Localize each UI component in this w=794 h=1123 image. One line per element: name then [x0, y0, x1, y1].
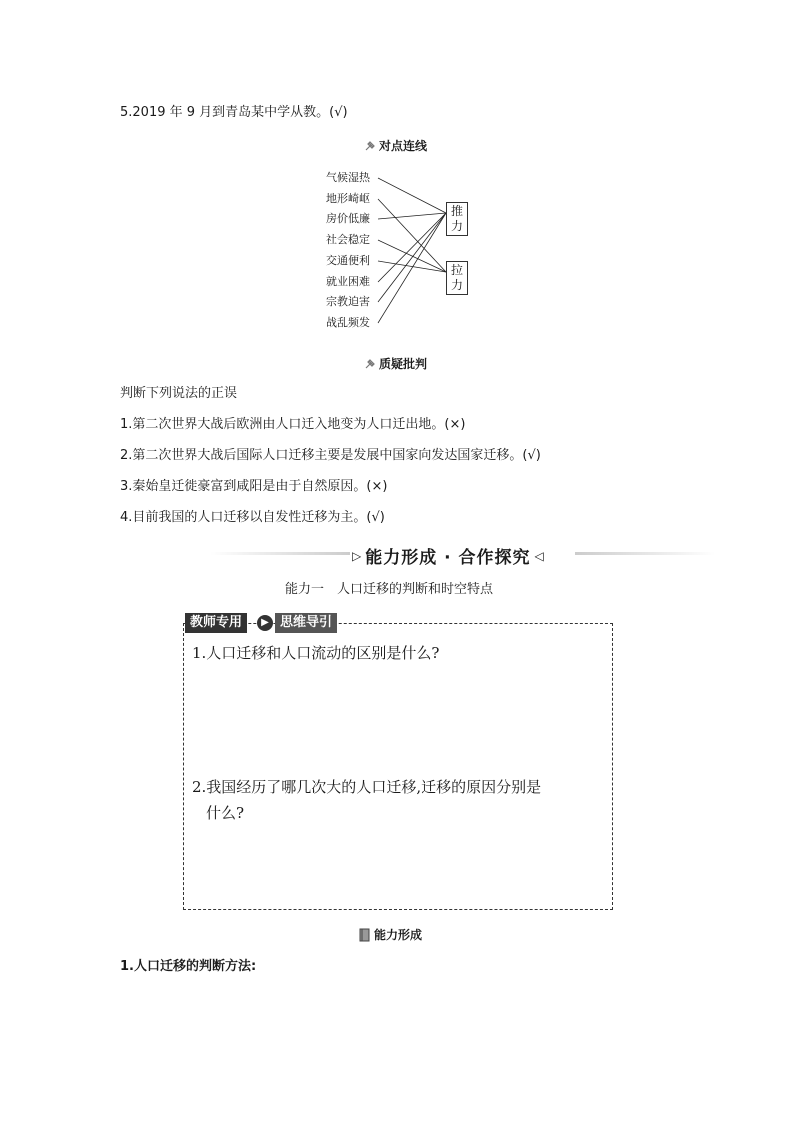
factor-item: 宗教迫害: [326, 295, 370, 308]
ability-title: 能力一 人口迁移的判断和时空特点: [285, 582, 494, 597]
section-title: 对点连线: [379, 139, 428, 153]
method-heading: 1.人口迁移的判断方法:: [120, 959, 257, 974]
factor-item: 交通便利: [326, 254, 370, 267]
arrow-left-icon: ◁: [534, 548, 544, 563]
factor-item: 气候湿热: [326, 171, 370, 184]
judge-item: 2.第二次世界大战后国际人口迁移主要是发展中国家向发达国家迁移。(√): [120, 448, 541, 463]
banner-rule-left: [210, 552, 350, 555]
pin-icon: [364, 358, 376, 370]
line-factor-3: [378, 213, 446, 219]
line-factor-2: [378, 199, 446, 272]
box-char: 拉: [450, 263, 463, 277]
thinking-guide-tag: 思维导引: [275, 613, 337, 633]
factor-item: 战乱频发: [326, 316, 370, 329]
section-heading-ability: [359, 926, 422, 943]
judge-item: 4.目前我国的人口迁移以自发性迁移为主。(√): [120, 510, 385, 525]
pull-force-box: [446, 261, 468, 295]
line-factor-8: [378, 213, 446, 323]
box-char: 力: [450, 219, 463, 233]
line-factor-5: [378, 261, 446, 272]
question-2-line-1: 2.我国经历了哪几次大的人口迁移,迁移的原因分别是: [192, 778, 542, 796]
banner: [352, 543, 544, 568]
judge-item: 1.第二次世界大战后欧洲由人口迁入地变为人口迁出地。(×): [120, 417, 466, 432]
section-heading-matching: [364, 137, 427, 154]
factor-item: 地形崎岖: [326, 192, 370, 205]
line-factor-6: [378, 213, 446, 282]
box-char: 力: [450, 278, 463, 292]
judge-intro: 判断下列说法的正误: [120, 386, 238, 401]
judge-item: 3.秦始皇迁徙豪富到咸阳是由于自然原因。(×): [120, 479, 388, 494]
pin-icon: [364, 140, 376, 152]
line-factor-1: [378, 178, 446, 213]
line-factor-4: [378, 240, 446, 272]
book-icon: [359, 928, 371, 942]
factor-item: 房价低廉: [326, 212, 370, 225]
teacher-only-tag: 教师专用: [185, 613, 247, 633]
box-char: 推: [450, 204, 463, 218]
arrow-right-icon: ▷: [352, 548, 362, 563]
factor-item: 就业困难: [326, 275, 370, 288]
section-title: 能力形成: [374, 928, 423, 942]
section-title: 质疑批判: [379, 357, 428, 371]
section-heading-questioning: [364, 355, 427, 372]
question-2-line-2: 什么?: [206, 804, 245, 822]
banner-title: 能力形成 · 合作探究: [365, 548, 531, 568]
play-icon: ▶: [257, 615, 273, 631]
thinking-guide-box: [183, 623, 613, 910]
push-pull-diagram: [326, 166, 476, 336]
factor-item: 社会稳定: [326, 233, 370, 246]
banner-rule-right: [575, 552, 715, 555]
line-factor-7: [378, 213, 446, 302]
push-force-box: [446, 202, 468, 236]
judge-item-5: 5.2019 年 9 月到青岛某中学从教。(√): [120, 105, 348, 120]
question-1: 1.人口迁移和人口流动的区别是什么?: [192, 644, 440, 662]
